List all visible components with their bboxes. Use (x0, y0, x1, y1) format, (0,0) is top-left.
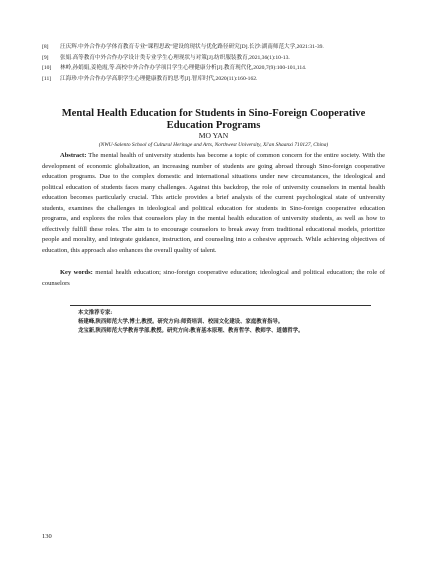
page-number: 130 (42, 533, 52, 540)
reference-item (42, 42, 392, 53)
reference-text: 汪庆辉.中外合作办学体育教育专业“课程思政”建设的现状与优化路径研究[D].长沙:湖南师范大学,2021:31-39. (60, 44, 324, 50)
abstract-label: Abstract: (60, 152, 87, 159)
reference-text: 张娟.高等教育中外合作办学设计类专业学生心理现状与对策[J].纺织服装教育,2021,36(1):10-13. (60, 54, 290, 61)
experts-heading: 本文推荐专家: (78, 310, 113, 316)
divider-line (70, 305, 371, 306)
keywords-paragraph (42, 268, 385, 289)
keywords-text: mental health education; sino-foreign cooperative education; ideological and political education; the role of counselors (42, 269, 385, 287)
abstract-paragraph (42, 151, 385, 256)
expert-line: 杨建峰,陕西师范大学,博士,教授。研究方向:师资培训、校园文化建设、家庭教育指导。 (78, 319, 284, 325)
article-title: Mental Health Education for Students in Sino-Foreign Cooperative Education Programs (61, 108, 366, 131)
reference-text: 林岭,孙娟娟,姜艳霞,等.高校中外合作办学项目学生心理健康分析[J].教育现代化,2020,7(9):100-101,114. (60, 65, 307, 72)
recommended-experts (78, 309, 388, 336)
reference-list (42, 42, 392, 84)
reference-text: 江海珍.中外合作办学高职学生心理健康教育的思考[J].智库时代,2020(11):160-162. (60, 75, 258, 82)
article-author: MO YAN (198, 131, 229, 140)
abstract-text: The mental health of university students has become a topic of common concern for the entire society. With the development of economic globalization, an increasing number of students are going abroad through Sino-foreign cooperative education programs. Due to the complex domestic and international situations under new circumstances, the ideological and political education of students faces many challenges. Against this backdrop, the role of university counselors in mental health education becomes particularly crucial. This article provides a brief analysis of the current psychological state of university students, examines the challenges in ideological and political education for students in Sino-foreign cooperative education programs, and explores the roles that counselors play in the mental health education of university students, as well as how to effectively fulfill these roles. The aim is to encourage counselors to break away from traditional educational models, prioritize people and morality, and integrate guidance, instruction, and counseling into a cohesive approach. While achieving objectives of education, this approach also enhances the overall quality of talent. (42, 152, 385, 254)
author-affiliation: (NWU-Salento School of Cultural Heritage and Arts, Northwest University, Xi'an Shaanxi 710127, China) (98, 142, 329, 148)
reference-item (42, 74, 392, 85)
expert-line: 龙宝新,陕西师范大学教育学部,教授。研究方向:教育基本原理、教育哲学、教师学、道德哲学。 (78, 328, 304, 334)
keywords-label: Key words: (60, 269, 93, 276)
reference-number: [11] (42, 75, 52, 82)
reference-number: [9] (42, 54, 49, 61)
reference-number: [8] (42, 44, 49, 50)
reference-item (42, 53, 392, 64)
reference-number: [10] (42, 65, 52, 72)
reference-item (42, 63, 392, 74)
